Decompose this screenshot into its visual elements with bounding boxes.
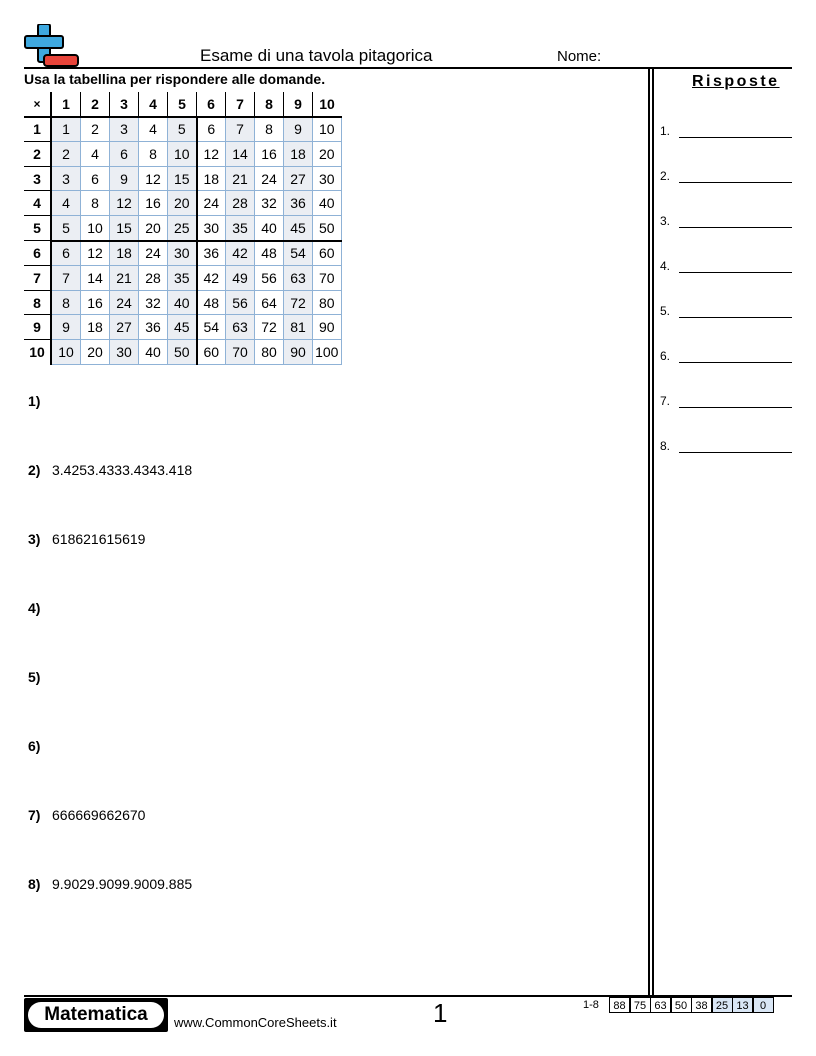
table-row xyxy=(24,241,341,266)
table-cell: 8 xyxy=(139,142,168,167)
answer-number: 6. xyxy=(660,349,671,363)
column-header: 6 xyxy=(197,92,226,117)
question-number: 7) xyxy=(28,807,41,823)
answers-title: Risposte xyxy=(692,73,780,90)
table-row xyxy=(24,215,341,240)
table-cell: 14 xyxy=(226,142,255,167)
question-item xyxy=(28,738,52,754)
column-header: 7 xyxy=(226,92,255,117)
table-cell: 80 xyxy=(313,290,342,315)
answer-number: 2. xyxy=(660,169,671,183)
table-cell: 50 xyxy=(168,339,197,364)
table-cell: 81 xyxy=(284,315,313,340)
table-cell: 12 xyxy=(197,142,226,167)
column-header: 9 xyxy=(284,92,313,117)
column-header: 5 xyxy=(168,92,197,117)
answer-number: 7. xyxy=(660,394,671,408)
score-box: 13 xyxy=(732,997,753,1013)
table-corner: × xyxy=(24,92,51,117)
table-cell: 90 xyxy=(313,315,342,340)
table-cell: 32 xyxy=(139,290,168,315)
table-cell: 12 xyxy=(110,191,139,216)
answer-item xyxy=(660,124,670,138)
table-cell: 35 xyxy=(226,215,255,240)
table-cell: 8 xyxy=(81,191,110,216)
row-header: 3 xyxy=(24,166,51,191)
table-row xyxy=(24,266,341,291)
answer-blank[interactable] xyxy=(679,452,792,453)
table-cell: 28 xyxy=(226,191,255,216)
table-cell: 27 xyxy=(110,315,139,340)
table-cell: 36 xyxy=(197,241,226,266)
answer-number: 3. xyxy=(660,214,671,228)
answer-item xyxy=(660,304,670,318)
table-cell: 70 xyxy=(313,266,342,291)
table-cell: 40 xyxy=(139,339,168,364)
table-cell: 30 xyxy=(313,166,342,191)
table-cell: 8 xyxy=(255,117,284,142)
answer-number: 8. xyxy=(660,439,671,453)
table-cell: 4 xyxy=(81,142,110,167)
table-cell: 20 xyxy=(168,191,197,216)
table-cell: 6 xyxy=(110,142,139,167)
table-cell: 2 xyxy=(81,117,110,142)
table-row xyxy=(24,315,341,340)
table-cell: 64 xyxy=(255,290,284,315)
table-cell: 72 xyxy=(255,315,284,340)
table-cell: 50 xyxy=(313,215,342,240)
row-header: 2 xyxy=(24,142,51,167)
table-cell: 9 xyxy=(51,315,81,340)
table-cell: 3 xyxy=(51,166,81,191)
table-cell: 9 xyxy=(284,117,313,142)
table-cell: 48 xyxy=(197,290,226,315)
table-cell: 21 xyxy=(226,166,255,191)
table-row xyxy=(24,117,341,142)
question-item xyxy=(28,600,52,616)
score-box: 38 xyxy=(691,997,712,1013)
table-cell: 63 xyxy=(226,315,255,340)
table-cell: 9 xyxy=(110,166,139,191)
table-cell: 10 xyxy=(313,117,342,142)
instruction-text: Usa la tabellina per rispondere alle domande. xyxy=(24,71,326,87)
table-cell: 36 xyxy=(139,315,168,340)
table-cell: 70 xyxy=(226,339,255,364)
answer-blank[interactable] xyxy=(679,227,792,228)
table-cell: 42 xyxy=(226,241,255,266)
score-box: 75 xyxy=(630,997,651,1013)
row-header: 5 xyxy=(24,215,51,240)
score-box: 25 xyxy=(712,997,733,1013)
table-row xyxy=(24,191,341,216)
question-text: 3.4253.4333.4343.418 xyxy=(52,462,193,478)
question-item xyxy=(28,669,52,685)
table-cell: 49 xyxy=(226,266,255,291)
table-cell: 40 xyxy=(168,290,197,315)
question-number: 2) xyxy=(28,462,41,478)
column-header: 2 xyxy=(81,92,110,117)
answer-item xyxy=(660,394,670,408)
table-cell: 56 xyxy=(255,266,284,291)
table-cell: 18 xyxy=(284,142,313,167)
plus-minus-logo-icon xyxy=(24,24,80,68)
table-cell: 7 xyxy=(226,117,255,142)
table-cell: 18 xyxy=(197,166,226,191)
table-cell: 32 xyxy=(255,191,284,216)
answer-item xyxy=(660,169,670,183)
column-divider xyxy=(648,69,650,995)
question-item xyxy=(28,807,145,823)
page-title: Esame di una tavola pitagorica xyxy=(200,46,433,65)
column-header: 10 xyxy=(313,92,342,117)
question-number: 5) xyxy=(28,669,41,685)
table-row xyxy=(24,339,341,364)
table-cell: 20 xyxy=(313,142,342,167)
table-cell: 5 xyxy=(168,117,197,142)
table-row xyxy=(24,142,341,167)
table-cell: 3 xyxy=(110,117,139,142)
row-header: 8 xyxy=(24,290,51,315)
table-cell: 28 xyxy=(139,266,168,291)
table-cell: 7 xyxy=(51,266,81,291)
table-cell: 10 xyxy=(51,339,81,364)
question-item xyxy=(28,393,52,409)
table-cell: 20 xyxy=(139,215,168,240)
header-divider xyxy=(24,67,792,69)
table-cell: 54 xyxy=(284,241,313,266)
row-header: 6 xyxy=(24,241,51,266)
table-cell: 45 xyxy=(168,315,197,340)
table-cell: 8 xyxy=(51,290,81,315)
table-cell: 16 xyxy=(139,191,168,216)
answer-item xyxy=(660,349,670,363)
answer-blank[interactable] xyxy=(679,362,792,363)
table-cell: 45 xyxy=(284,215,313,240)
brand-logo xyxy=(24,998,168,1032)
table-cell: 30 xyxy=(110,339,139,364)
answer-number: 4. xyxy=(660,259,671,273)
page-number: 1 xyxy=(433,998,448,1028)
table-cell: 60 xyxy=(197,339,226,364)
question-text: 666669662670 xyxy=(52,807,146,823)
question-number: 4) xyxy=(28,600,41,616)
question-number: 1) xyxy=(28,393,41,409)
answer-item xyxy=(660,259,670,273)
answer-blank[interactable] xyxy=(679,317,792,318)
score-box: 88 xyxy=(609,997,630,1013)
table-cell: 100 xyxy=(313,339,342,364)
table-cell: 40 xyxy=(313,191,342,216)
row-header: 4 xyxy=(24,191,51,216)
column-header: 1 xyxy=(51,92,81,117)
question-text: 9.9029.9099.9009.885 xyxy=(52,876,193,892)
site-url: www.CommonCoreSheets.it xyxy=(174,1015,337,1030)
table-cell: 1 xyxy=(51,117,81,142)
table-cell: 60 xyxy=(313,241,342,266)
table-cell: 6 xyxy=(197,117,226,142)
score-range-label: 1-8 xyxy=(583,999,599,1011)
table-cell: 12 xyxy=(139,166,168,191)
table-cell: 56 xyxy=(226,290,255,315)
table-cell: 6 xyxy=(51,241,81,266)
row-header: 1 xyxy=(24,117,51,142)
table-cell: 15 xyxy=(168,166,197,191)
table-cell: 5 xyxy=(51,215,81,240)
table-cell: 6 xyxy=(81,166,110,191)
question-number: 8) xyxy=(28,876,41,892)
table-cell: 4 xyxy=(51,191,81,216)
question-item xyxy=(28,876,192,892)
table-cell: 10 xyxy=(168,142,197,167)
table-cell: 25 xyxy=(168,215,197,240)
column-header: 3 xyxy=(110,92,139,117)
question-number: 6) xyxy=(28,738,41,754)
score-box: 0 xyxy=(753,997,774,1013)
table-cell: 40 xyxy=(255,215,284,240)
table-cell: 4 xyxy=(139,117,168,142)
answer-blank[interactable] xyxy=(679,182,792,183)
question-number: 3) xyxy=(28,531,41,547)
answer-item xyxy=(660,214,670,228)
row-header: 9 xyxy=(24,315,51,340)
score-box: 50 xyxy=(671,997,692,1013)
table-cell: 63 xyxy=(284,266,313,291)
table-cell: 90 xyxy=(284,339,313,364)
question-text: 618621615619 xyxy=(52,531,146,547)
row-header: 7 xyxy=(24,266,51,291)
table-cell: 72 xyxy=(284,290,313,315)
table-row xyxy=(24,166,341,191)
table-cell: 14 xyxy=(81,266,110,291)
table-cell: 24 xyxy=(139,241,168,266)
table-cell: 35 xyxy=(168,266,197,291)
table-cell: 30 xyxy=(197,215,226,240)
table-cell: 24 xyxy=(110,290,139,315)
table-cell: 16 xyxy=(81,290,110,315)
name-label: Nome: xyxy=(557,48,602,65)
answer-blank[interactable] xyxy=(679,272,792,273)
answer-blank[interactable] xyxy=(679,407,792,408)
table-row xyxy=(24,290,341,315)
table-cell: 20 xyxy=(81,339,110,364)
table-cell: 27 xyxy=(284,166,313,191)
answer-blank[interactable] xyxy=(679,137,792,138)
answer-item xyxy=(660,439,670,453)
table-cell: 30 xyxy=(168,241,197,266)
table-cell: 21 xyxy=(110,266,139,291)
table-cell: 24 xyxy=(197,191,226,216)
table-cell: 18 xyxy=(81,315,110,340)
row-header: 10 xyxy=(24,339,51,364)
table-cell: 10 xyxy=(81,215,110,240)
table-cell: 24 xyxy=(255,166,284,191)
table-cell: 2 xyxy=(51,142,81,167)
table-cell: 80 xyxy=(255,339,284,364)
answer-number: 1. xyxy=(660,124,671,138)
brand-label: Matematica xyxy=(28,1002,164,1028)
multiplication-table xyxy=(24,92,342,365)
table-cell: 15 xyxy=(110,215,139,240)
question-item xyxy=(28,462,192,478)
table-cell: 48 xyxy=(255,241,284,266)
column-header: 4 xyxy=(139,92,168,117)
table-cell: 16 xyxy=(255,142,284,167)
answer-number: 5. xyxy=(660,304,671,318)
table-cell: 12 xyxy=(81,241,110,266)
table-cell: 42 xyxy=(197,266,226,291)
question-item xyxy=(28,531,145,547)
table-cell: 54 xyxy=(197,315,226,340)
table-cell: 36 xyxy=(284,191,313,216)
score-box: 63 xyxy=(650,997,671,1013)
column-header: 8 xyxy=(255,92,284,117)
column-divider xyxy=(652,69,654,995)
table-cell: 18 xyxy=(110,241,139,266)
